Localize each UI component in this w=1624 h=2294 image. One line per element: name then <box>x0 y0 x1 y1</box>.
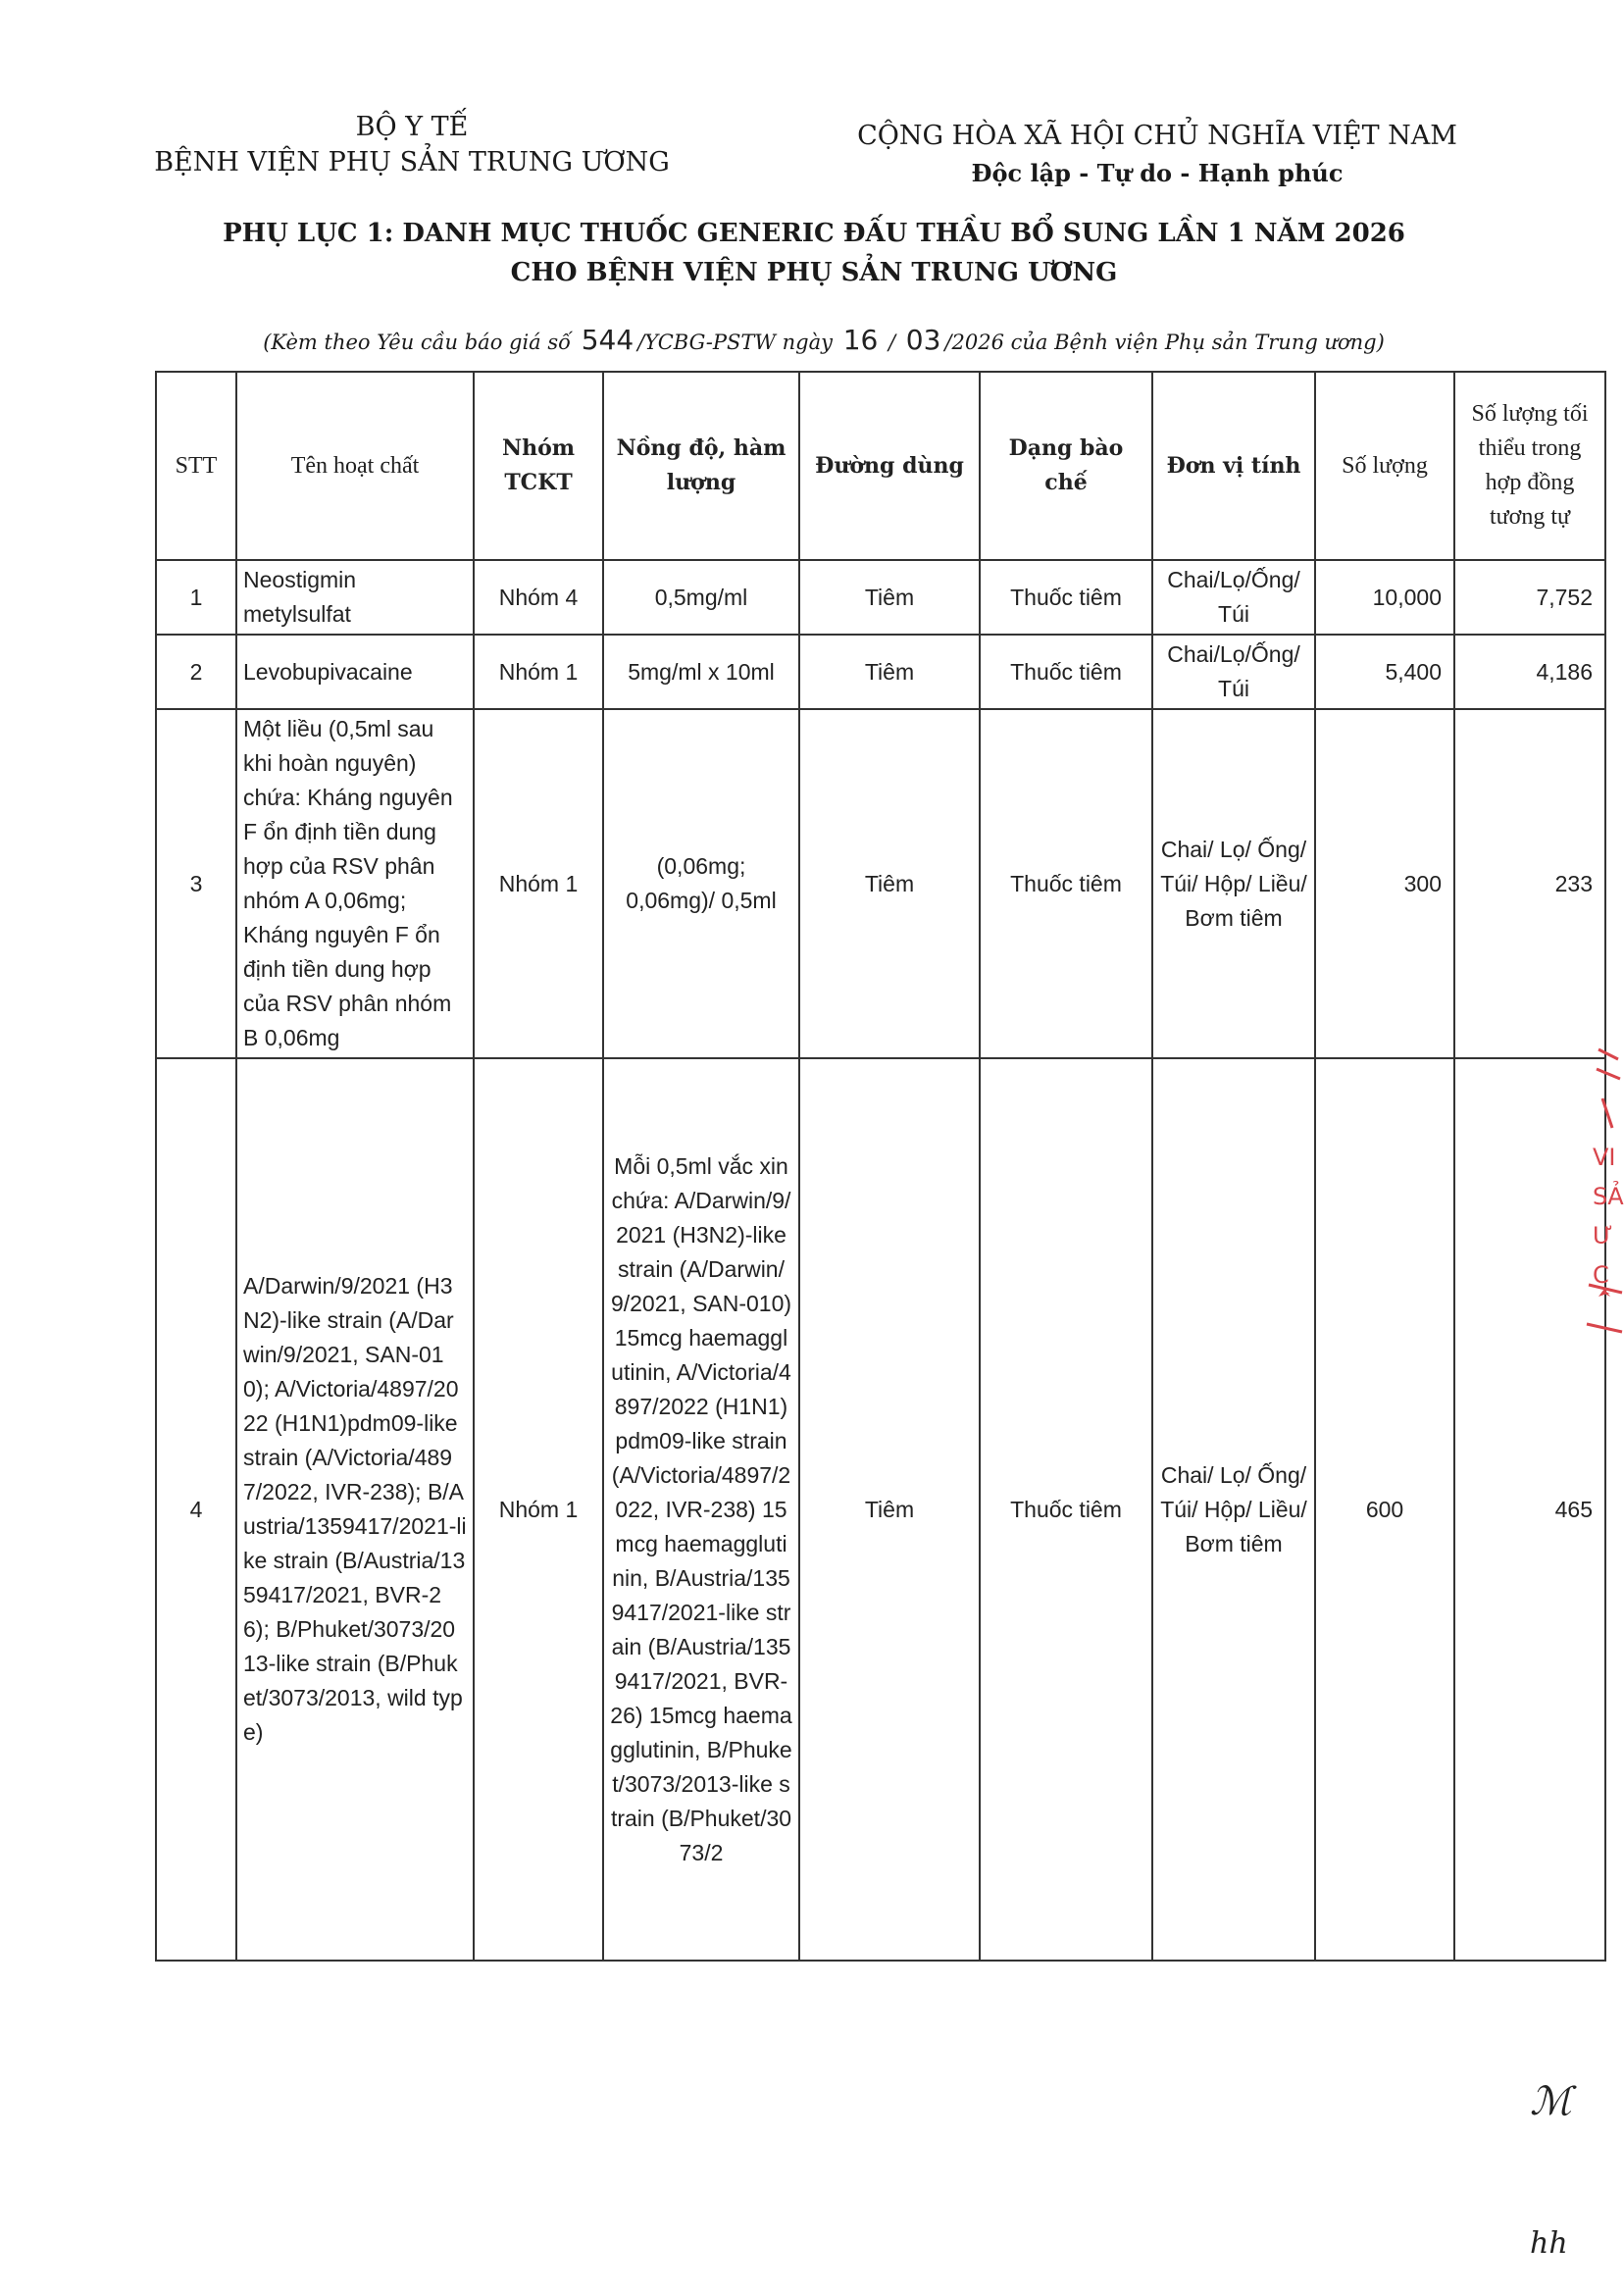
cell-min-quantity: 4,186 <box>1454 635 1605 709</box>
cell-active-ingredient: Levobupivacaine <box>236 635 474 709</box>
header-min-quantity: Số lượng tối thiểu trong hợp đồng tương tự <box>1454 372 1605 560</box>
header-right <box>843 118 1471 192</box>
cell-min-quantity: 465 <box>1454 1058 1605 1961</box>
header-unit: Đơn vị tính <box>1152 372 1315 560</box>
cell-stt: 2 <box>156 635 236 709</box>
cell-quantity: 600 <box>1315 1058 1454 1961</box>
document-title <box>196 214 1432 292</box>
cell-unit: Chai/ Lọ/ Ống/ Túi/ Hộp/ Liều/ Bơm tiêm <box>1152 709 1315 1058</box>
cell-quantity: 10,000 <box>1315 560 1454 635</box>
cell-group: Nhóm 1 <box>474 635 603 709</box>
cell-strength: (0,06mg; 0,06mg)/ 0,5ml <box>603 709 799 1058</box>
header-stt: STT <box>156 372 236 560</box>
cell-strength: 0,5mg/ml <box>603 560 799 635</box>
signature-initial-2: hh <box>1530 2226 1568 2261</box>
cell-unit: Chai/ Lọ/ Ống/ Túi/ Hộp/ Liều/ Bơm tiêm <box>1152 1058 1315 1961</box>
header-left <box>147 110 677 180</box>
title-line-1: PHỤ LỤC 1: DANH MỤC THUỐC GENERIC ĐẤU THẦU BỔ SUNG LẦN 1 NĂM 2026 <box>223 219 1405 248</box>
hospital-name: BỆNH VIỆN PHỤ SẢN TRUNG ƯƠNG <box>154 147 670 178</box>
cell-stt: 4 <box>156 1058 236 1961</box>
header-group: Nhóm TCKT <box>474 372 603 560</box>
cell-dosage-form: Thuốc tiêm <box>980 709 1152 1058</box>
cell-active-ingredient: A/Darwin/9/2021 (H3N2)-like strain (A/Darwin/9/2021, SAN-010); A/Victoria/4897/2022 (H1N1)pdm09-like strain (A/Victoria/4897/2022, IVR-238); B/Austria/1359417/2021-like strain (B/Austria/1359417/2021, BVR-26); B/Phuket/3073/2013-like strain (B/Phuket/3073/2013, wild type) <box>236 1058 474 1961</box>
cell-group: Nhóm 4 <box>474 560 603 635</box>
cell-dosage-form: Thuốc tiêm <box>980 635 1152 709</box>
cell-stt: 1 <box>156 560 236 635</box>
cell-unit: Chai/Lọ/Ống/ Túi <box>1152 635 1315 709</box>
cell-dosage-form: Thuốc tiêm <box>980 1058 1152 1961</box>
republic-name: CỘNG HÒA XÃ HỘI CHỦ NGHĨA VIỆT NAM <box>857 121 1457 151</box>
header-route: Đường dùng <box>799 372 980 560</box>
table-header-row <box>156 372 1605 560</box>
stamp-text: VI SẢ ƯC <box>1593 1144 1624 1289</box>
red-stamp-fragment <box>1569 1040 1624 1344</box>
cell-route: Tiêm <box>799 635 980 709</box>
national-motto: Độc lập - Tự do - Hạnh phúc <box>971 159 1344 187</box>
table-row <box>156 560 1605 635</box>
table-row <box>156 709 1605 1058</box>
reference-code: /YCBG-PSTW ngày <box>637 331 833 354</box>
reference-line <box>260 324 1388 356</box>
cell-quantity: 5,400 <box>1315 635 1454 709</box>
cell-min-quantity: 7,752 <box>1454 560 1605 635</box>
cell-route: Tiêm <box>799 709 980 1058</box>
cell-dosage-form: Thuốc tiêm <box>980 560 1152 635</box>
request-number: 544 <box>581 324 634 356</box>
header-active-ingredient: Tên hoạt chất <box>236 372 474 560</box>
cell-stt: 3 <box>156 709 236 1058</box>
header-dosage-form: Dạng bào chế <box>980 372 1152 560</box>
reference-day: 16 <box>842 324 879 356</box>
cell-route: Tiêm <box>799 1058 980 1961</box>
drug-list-table <box>155 371 1606 1962</box>
cell-active-ingredient: Một liều (0,5ml sau khi hoàn nguyên) chứa: Kháng nguyên F ổn định tiền dung hợp của RSV phân nhóm A 0,06mg; Kháng nguyên F ổn định tiền dung hợp của RSV phân nhóm B 0,06mg <box>236 709 474 1058</box>
cell-unit: Chai/Lọ/Ống/ Túi <box>1152 560 1315 635</box>
header-strength: Nồng độ, hàm lượng <box>603 372 799 560</box>
cell-strength: 5mg/ml x 10ml <box>603 635 799 709</box>
reference-month: 03 <box>905 324 941 356</box>
cell-active-ingredient: Neostigmin metylsulfat <box>236 560 474 635</box>
table-row <box>156 635 1605 709</box>
cell-strength: Mỗi 0,5ml vắc xin chứa: A/Darwin/9/2021 (H3N2)-like strain (A/Darwin/9/2021, SAN-010) 15mcg haemagglutinin, A/Victoria/4897/2022 (H1N1)pdm09-like strain (A/Victoria/4897/2022, IVR-238) 15mcg haemagglutinin, B/Austria/1359417/2021-like strain (B/Austria/1359417/2021, BVR-26) 15mcg haemagglutinin, B/Phuket/3073/2013-like strain (B/Phuket/3073/2 <box>603 1058 799 1961</box>
title-line-2: CHO BỆNH VIỆN PHỤ SẢN TRUNG ƯƠNG <box>510 258 1118 287</box>
signature-initial-1: ℳ <box>1530 2079 1572 2124</box>
reference-prefix: (Kèm theo Yêu cầu báo giá số <box>263 331 571 354</box>
header-quantity: Số lượng <box>1315 372 1454 560</box>
ministry-name: BỘ Y TẾ <box>355 112 469 142</box>
cell-group: Nhóm 1 <box>474 709 603 1058</box>
cell-quantity: 300 <box>1315 709 1454 1058</box>
cell-route: Tiêm <box>799 560 980 635</box>
reference-suffix: /2026 của Bệnh viện Phụ sản Trung ương) <box>944 331 1385 354</box>
table-row <box>156 1058 1605 1961</box>
cell-group: Nhóm 1 <box>474 1058 603 1961</box>
date-separator: / <box>888 331 896 354</box>
cell-min-quantity: 233 <box>1454 709 1605 1058</box>
